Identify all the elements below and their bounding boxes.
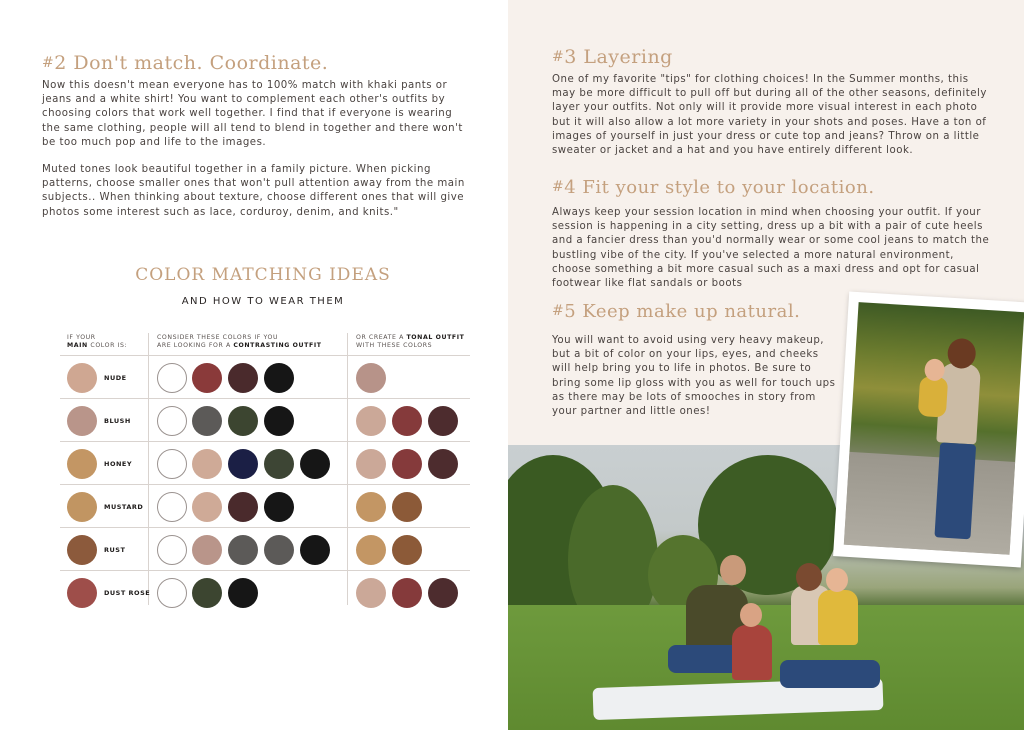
photo-dad-head bbox=[720, 555, 746, 585]
contrast-color-swatch bbox=[157, 578, 187, 608]
section-3-hash: # bbox=[552, 49, 565, 65]
tonal-color-swatch bbox=[356, 406, 386, 436]
contrast-color-swatch bbox=[264, 406, 294, 436]
column-header-main-line1: IF YOUR bbox=[67, 334, 96, 341]
contrast-color-swatch bbox=[157, 492, 187, 522]
section-3-title: 3 Layering bbox=[564, 46, 673, 68]
tonal-color-swatch bbox=[428, 449, 458, 479]
main-color-label: BLUSH bbox=[104, 417, 131, 425]
main-color-label: HONEY bbox=[104, 460, 133, 468]
main-color-swatch bbox=[67, 363, 97, 393]
contrast-color-swatch bbox=[157, 406, 187, 436]
contrast-color-swatch bbox=[192, 492, 222, 522]
mother-daughter-photo bbox=[844, 302, 1024, 555]
contrast-color-swatch bbox=[228, 492, 258, 522]
section-2-heading bbox=[42, 52, 328, 74]
main-color-label: DUST ROSE bbox=[104, 589, 151, 597]
main-color-label: RUST bbox=[104, 546, 126, 554]
photo-girl-head bbox=[740, 603, 762, 627]
main-color-swatch bbox=[67, 578, 97, 608]
column-header-contrasting bbox=[157, 334, 322, 350]
section-4-paragraph: Always keep your session location in mind when choosing your outfit. If your session is happening in a city setting, dress up a bit with a pair of cute heels and a fancier dress than you'd normally wear or some cool jeans to match the bustling vibe of the city. If you've selected a more natural environment, choose something a bit more casual such as a maxi dress and opt for casual footwear like flat sandals or boots bbox=[552, 207, 990, 290]
tonal-color-swatch bbox=[356, 535, 386, 565]
table-divider bbox=[60, 355, 470, 356]
section-5-heading bbox=[552, 301, 800, 322]
photo-mom-jeans bbox=[934, 442, 976, 539]
contrast-color-swatch bbox=[228, 449, 258, 479]
column-header-main bbox=[67, 334, 127, 350]
photo-baby bbox=[918, 376, 948, 418]
column-header-main-line2 bbox=[67, 342, 127, 350]
tonal-color-swatch bbox=[428, 406, 458, 436]
color-matching-subtitle: AND HOW TO WEAR THEM bbox=[181, 296, 345, 307]
section-5-hash: # bbox=[552, 303, 565, 319]
tonal-color-swatch bbox=[356, 363, 386, 393]
column-header-contrasting-bold: CONTRASTING OUTFIT bbox=[233, 342, 322, 349]
color-row-honey bbox=[60, 443, 470, 486]
contrast-color-swatch bbox=[192, 406, 222, 436]
column-header-main-rest: COLOR IS: bbox=[87, 342, 128, 349]
tonal-color-swatch bbox=[356, 492, 386, 522]
tonal-color-swatch bbox=[356, 449, 386, 479]
main-color-label: MUSTARD bbox=[104, 503, 144, 511]
section-2-title: 2 Don't match. Coordinate. bbox=[54, 52, 329, 74]
tonal-color-swatch bbox=[356, 578, 386, 608]
photo-mom-jeans bbox=[780, 660, 880, 688]
contrast-color-swatch bbox=[228, 535, 258, 565]
column-header-tonal-line1 bbox=[356, 334, 464, 342]
column-header-tonal-line2: WITH THESE COLORS bbox=[356, 342, 433, 349]
tonal-color-swatch bbox=[428, 578, 458, 608]
contrast-color-swatch bbox=[192, 363, 222, 393]
contrast-color-swatch bbox=[300, 535, 330, 565]
contrast-color-swatch bbox=[264, 363, 294, 393]
mother-daughter-photo-frame bbox=[833, 292, 1024, 568]
photo-girl bbox=[732, 625, 772, 680]
column-header-main-bold: MAIN bbox=[67, 342, 88, 349]
photo-path bbox=[844, 452, 1015, 555]
column-header-tonal-line1-text: OR CREATE A bbox=[356, 334, 407, 341]
contrast-color-swatch bbox=[157, 535, 187, 565]
section-3-heading bbox=[552, 46, 673, 68]
column-header-contrasting-line1: CONSIDER THESE COLORS IF YOU bbox=[157, 334, 279, 341]
contrast-color-swatch bbox=[300, 449, 330, 479]
column-header-tonal bbox=[356, 334, 464, 350]
color-row-rust bbox=[60, 529, 470, 572]
color-row-mustard bbox=[60, 486, 470, 529]
contrast-color-swatch bbox=[228, 578, 258, 608]
tonal-color-swatch bbox=[392, 449, 422, 479]
section-2-paragraph-2: Muted tones look beautiful together in a family picture. When picking patterns, choose smaller ones that won't pull attention away from the main subjects.. When thinking about texture, choose different ones that will give photos some interest such as lace, corduroy, denim, and knits." bbox=[42, 164, 465, 218]
section-4-title: 4 Fit your style to your location. bbox=[564, 177, 875, 198]
main-color-label: NUDE bbox=[104, 374, 127, 382]
main-color-swatch bbox=[67, 406, 97, 436]
contrast-color-swatch bbox=[228, 406, 258, 436]
main-color-swatch bbox=[67, 535, 97, 565]
color-row-nude bbox=[60, 357, 470, 400]
section-5-title: 5 Keep make up natural. bbox=[564, 301, 801, 322]
tonal-color-swatch bbox=[392, 578, 422, 608]
contrast-color-swatch bbox=[192, 535, 222, 565]
section-2-hash: # bbox=[42, 55, 55, 71]
contrast-color-swatch bbox=[192, 449, 222, 479]
contrast-color-swatch bbox=[157, 449, 187, 479]
color-matching-title: COLOR MATCHING IDEAS bbox=[135, 265, 391, 285]
tonal-color-swatch bbox=[392, 406, 422, 436]
contrast-color-swatch bbox=[192, 578, 222, 608]
photo-baby bbox=[818, 590, 858, 645]
column-header-contrasting-line2-text: ARE LOOKING FOR A bbox=[157, 342, 234, 349]
column-header-contrasting-line2 bbox=[157, 342, 322, 350]
section-5-paragraph: You will want to avoid using very heavy makeup, but a bit of color on your lips, eyes, and cheeks will help bring you to life in photos. Be sure to bring some lip gloss with you as well for touch ups as there may be lots of smooches in story from your partner and little ones! bbox=[552, 335, 836, 418]
main-color-swatch bbox=[67, 492, 97, 522]
contrast-color-swatch bbox=[264, 535, 294, 565]
section-2-paragraph-1: Now this doesn't mean everyone has to 100% match with khaki pants or jeans and a white shirt! You want to complement each other's outfits by choosing colors that work well together. I find that if everyone is wearing the same clothing, people will all tend to blend in together and there won't be too much pop and life to the images. bbox=[42, 80, 463, 148]
color-row-blush bbox=[60, 400, 470, 443]
tonal-color-swatch bbox=[392, 492, 422, 522]
section-4-heading bbox=[552, 177, 875, 198]
tonal-color-swatch bbox=[392, 535, 422, 565]
section-4-hash: # bbox=[552, 179, 565, 195]
main-color-swatch bbox=[67, 449, 97, 479]
photo-baby-head bbox=[826, 568, 848, 592]
color-row-dust-rose bbox=[60, 572, 470, 615]
section-3-paragraph: One of my favorite "tips" for clothing choices! In the Summer months, this may be more difficult to pull off but during all of the other seasons, definitely layer your outfits. Not only will it provide more visual interest in each photo but it will also allow a lot more variety in your shots and poses. Have a ton of images of yourself in just your dress or cute top and jeans? Throw on a little sweater or jacket and a hat and you have entirely different look. bbox=[552, 74, 987, 157]
column-header-tonal-bold: TONAL OUTFIT bbox=[406, 334, 465, 341]
contrast-color-swatch bbox=[264, 449, 294, 479]
contrast-color-swatch bbox=[264, 492, 294, 522]
photo-mom-head bbox=[796, 563, 822, 591]
contrast-color-swatch bbox=[228, 363, 258, 393]
contrast-color-swatch bbox=[157, 363, 187, 393]
